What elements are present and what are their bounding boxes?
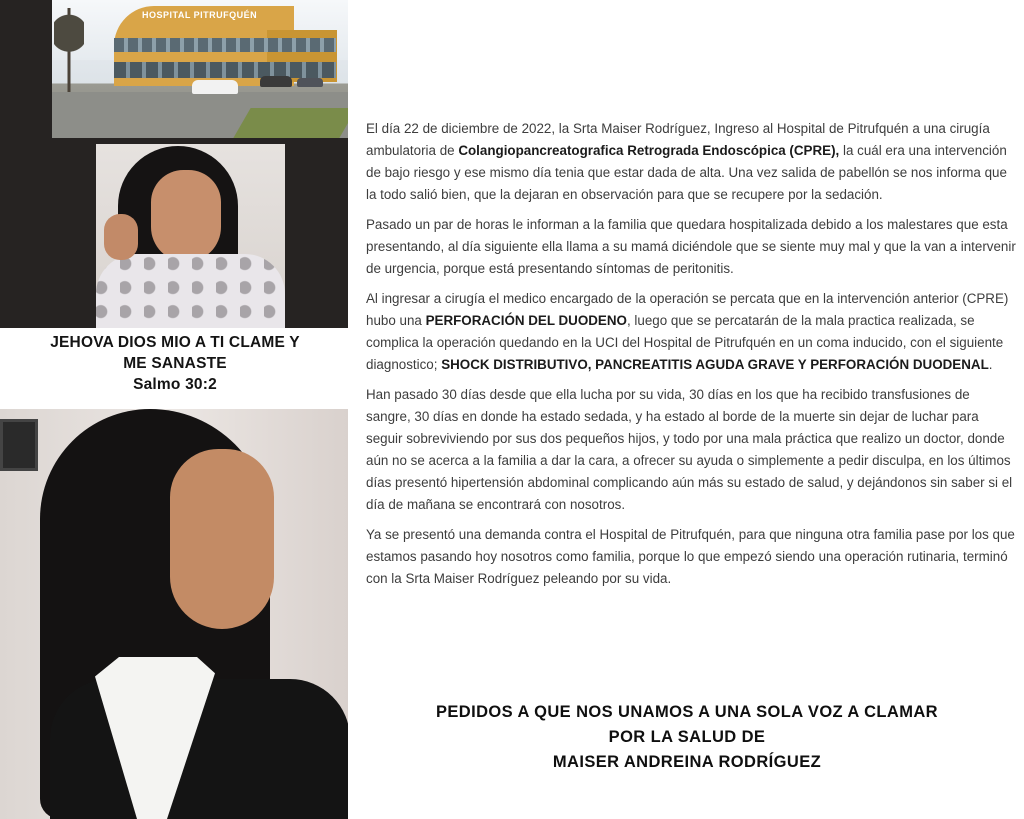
paragraph-5: Ya se presentó una demanda contra el Hospital de Pitrufquén, para que ninguna otra familia pase por los que estamos pasando hoy nosotros como familia, porque lo que empezó siendo una operación rutinaria, terminó con la Srta Maiser Rodríguez peleando por su vida. — [366, 527, 1015, 586]
hospital-photo — [52, 0, 348, 138]
selfie-photo — [96, 144, 285, 328]
bold-text: Colangiopancreatografica Retrograda Endoscópica (CPRE), — [458, 143, 840, 158]
verse-reference: Salmo 30:2 — [133, 376, 217, 393]
hand — [104, 214, 138, 260]
verse-line-1: JEHOVA DIOS MIO A TI CLAME Y — [50, 334, 300, 351]
floral-blouse — [96, 254, 285, 328]
hospital-sign: HOSPITAL PITRUFQUÉN — [142, 10, 258, 20]
paragraph-4: Han pasado 30 días desde que ella lucha por su vida, 30 días en los que ha recibido transfusiones de sangre, 30 días en donde ha estado sedada, y ha estado al borde de la muerte sin dejar de luchar para seguir sobreviviendo por sus dos pequeños hijos, y todo por una mala práctica que realizo un doctor, donde aún no se acerca a la familia a dar la cara, a ofrecer su ayuda o simplemente a pedir disculpa, en los últimos días presentó hipertensión abdominal complicando aún más su estado de salud, y dejándonos sin saber si el día de mañana se encontrará con nosotros. — [366, 387, 1013, 512]
tree — [54, 8, 84, 92]
article-body — [366, 118, 1016, 598]
verse-line-2: ME SANASTE — [123, 355, 227, 372]
text: . — [988, 357, 993, 372]
paragraph-3 — [366, 288, 1016, 376]
face — [170, 449, 274, 629]
paragraph-2: Pasado un par de horas le informan a la familia que quedara hospitalizada debido a los malestares que esta presentando, al día siguiente ella llama a su mamá diciéndole que se siente muy mal y que la van a intervenir de urgencia, porque está presentando síntomas de peritonitis. — [366, 217, 1016, 276]
wall-frame — [0, 419, 38, 471]
window-band — [114, 38, 336, 52]
paragraph-1 — [366, 118, 1016, 206]
face — [151, 170, 221, 262]
left-column — [0, 0, 350, 819]
bold-text: PERFORACIÓN DEL DUODENO — [425, 313, 627, 328]
appeal-heading — [350, 700, 1024, 775]
white-car — [192, 80, 238, 94]
text: El día 22 de diciembre de 2022, la Srta Maiser Rodríguez, Ingreso al Hospital de Pitrufquén a una cirugía ambulatoria de — [366, 121, 990, 158]
grey-car — [297, 78, 323, 87]
text: la cuál era una intervención de bajo riesgo y ese mismo día tenia que estar dada de alta. Una vez salida de pabellón se nos informa que la todo salió bien, que la dejaran en observación para que se recupere por la sedación. — [366, 143, 1007, 202]
text: Al ingresar a cirugía el medico encargado de la operación se percata que en la intervención anterior (CPRE) hubo una — [366, 291, 1009, 328]
window-band-lower — [114, 62, 336, 78]
bible-verse — [0, 332, 350, 395]
text: , luego que se percatarán de la mala practica realizada, se complica la operación quedando en la UCI del Hospital de Pitrufquén en un coma inducido, con el siguiente diagnostico; — [366, 313, 1004, 372]
appeal-line-2: POR LA SALUD DE — [608, 728, 766, 746]
grass — [233, 108, 348, 138]
bold-text: SHOCK DISTRIBUTIVO, PANCREATITIS AGUDA GRAVE Y PERFORACIÓN DUODENAL — [441, 357, 989, 372]
portrait-photo — [0, 409, 348, 819]
appeal-line-1: PEDIDOS A QUE NOS UNAMOS A UNA SOLA VOZ A CLAMAR — [436, 703, 938, 721]
dark-car — [260, 76, 292, 87]
appeal-line-3: MAISER ANDREINA RODRÍGUEZ — [552, 753, 822, 771]
